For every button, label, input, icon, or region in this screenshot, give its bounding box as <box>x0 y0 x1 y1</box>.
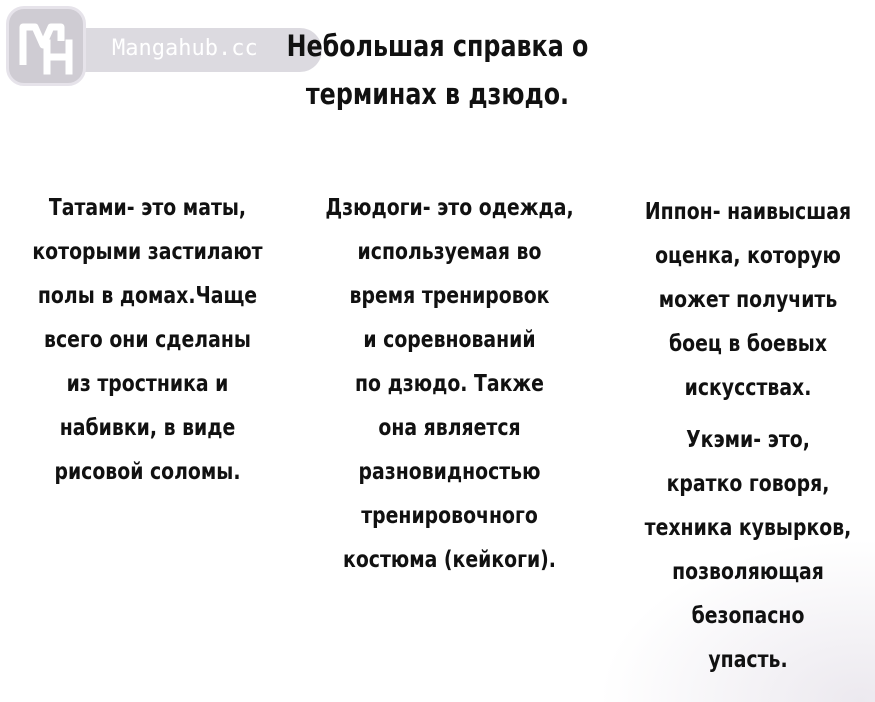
term-tatami <box>18 186 276 494</box>
page-title <box>267 22 607 118</box>
watermark-site-text: Mangahub.cc <box>112 36 258 61</box>
text-line: оценка, которую <box>655 243 841 269</box>
term-ippon-ukemi <box>617 190 875 682</box>
text-line: костюма (кейкоги). <box>343 547 556 573</box>
text-line: и соревнований <box>363 327 536 353</box>
text-line: по дзюдо. Также <box>355 371 544 397</box>
text-line: время тренировок <box>349 283 550 309</box>
text-line: техника кувырков, <box>644 515 852 541</box>
text-line: тренировочного <box>361 503 538 529</box>
text-line: кратко говоря, <box>666 471 830 497</box>
text-line: боец в боевых <box>668 331 828 357</box>
term-ukemi <box>617 418 875 682</box>
text-line: полы в домах.Чаще <box>37 283 258 309</box>
text-line: может получить <box>658 287 838 313</box>
title-line: Небольшая справка о <box>286 29 589 63</box>
title-line: терминах в дзюдо. <box>305 77 570 111</box>
text-line: безопасно <box>691 603 805 629</box>
term-judogi <box>320 186 578 582</box>
text-line: которыми застилают <box>32 239 263 265</box>
mangahub-logo-icon <box>6 6 86 86</box>
text-line: рисовой соломы. <box>54 459 241 485</box>
text-line: разновидностью <box>358 459 541 485</box>
text-line: Укэми- это, <box>686 427 810 453</box>
text-line: искусствах. <box>684 375 812 401</box>
text-line: Татами- это маты, <box>48 195 247 221</box>
text-line: она является <box>378 415 521 441</box>
text-line: из тростника и <box>66 371 229 397</box>
text-line: используемая во <box>357 239 542 265</box>
text-line: Иппон- наивысшая <box>644 199 852 225</box>
text-line: всего они сделаны <box>44 327 251 353</box>
text-line: упасть. <box>708 647 788 673</box>
logo-letters-icon <box>17 19 79 77</box>
text-line: набивки, в виде <box>59 415 236 441</box>
text-line: позволяющая <box>672 559 824 585</box>
text-line: Дзюдоги- это одежда, <box>325 195 574 221</box>
term-ippon <box>617 190 875 410</box>
